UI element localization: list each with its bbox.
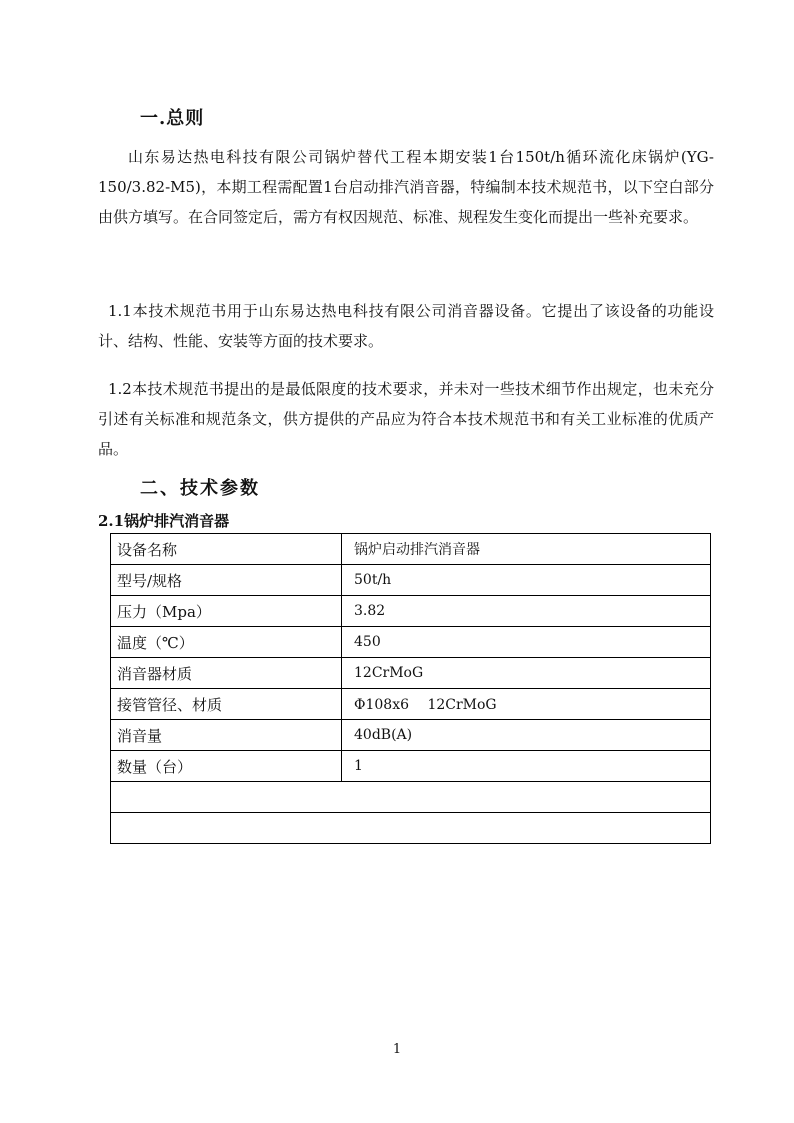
table-cell-value: 3.82 [342, 596, 711, 627]
table-cell-label: 型号/规格 [111, 565, 342, 596]
table-row [111, 658, 711, 689]
table-row-empty [111, 813, 711, 844]
clause-1-2-paragraph: 1.2本技术规范书提出的是最低限度的技术要求，并未对一些技术细节作出规定，也未充分引述有关标准和规范条文，供方提供的产品应为符合本技术规范书和有关工业标准的优质产品。 [98, 380, 714, 458]
table-cell-value: 12CrMoG [342, 658, 711, 689]
table-cell-value: 50t/h [342, 565, 711, 596]
section-title-tech-params: 二、技术参数 [140, 478, 260, 499]
section-title-general: 一.总则 [140, 108, 205, 129]
table-cell-label: 压力（Mpa） [111, 596, 342, 627]
intro-paragraph: 山东易达热电科技有限公司锅炉替代工程本期安装1台150t/h循环流化床锅炉(YG-150/3.82-M5)，本期工程需配置1台启动排汽消音器，特编制本技术规范书，以下空白部分由供方填写。在合同签定后，需方有权因规范、标准、规程发生变化而提出一些补充要求。 [98, 148, 714, 226]
clause-1-1-paragraph: 1.1本技术规范书用于山东易达热电科技有限公司消音器设备。它提出了该设备的功能设计、结构、性能、安装等方面的技术要求。 [98, 302, 714, 350]
table-row [111, 720, 711, 751]
table-row [111, 565, 711, 596]
table-cell-label: 消音量 [111, 720, 342, 751]
table-cell-value: 40dB(A) [342, 720, 711, 751]
table-cell-empty [111, 782, 711, 813]
table-cell-empty [111, 813, 711, 844]
table-row-empty [111, 782, 711, 813]
table-row [111, 627, 711, 658]
spec-table [110, 533, 711, 844]
page-number: 1 [392, 1042, 402, 1057]
table-cell-label: 温度（℃） [111, 627, 342, 658]
table-cell-value: 锅炉启动排汽消音器 [342, 534, 711, 565]
subsection-title-silencer: 2.1锅炉排汽消音器 [98, 512, 230, 530]
table-cell-value: 450 [342, 627, 711, 658]
table-cell-label: 消音器材质 [111, 658, 342, 689]
table-row [111, 751, 711, 782]
table-cell-value: Φ108x6 12CrMoG [342, 689, 711, 720]
table-row [111, 534, 711, 565]
table-cell-label: 接管管径、材质 [111, 689, 342, 720]
table-row [111, 596, 711, 627]
table-cell-value: 1 [342, 751, 711, 782]
table-cell-label: 数量（台） [111, 751, 342, 782]
table-cell-label: 设备名称 [111, 534, 342, 565]
table-row [111, 689, 711, 720]
